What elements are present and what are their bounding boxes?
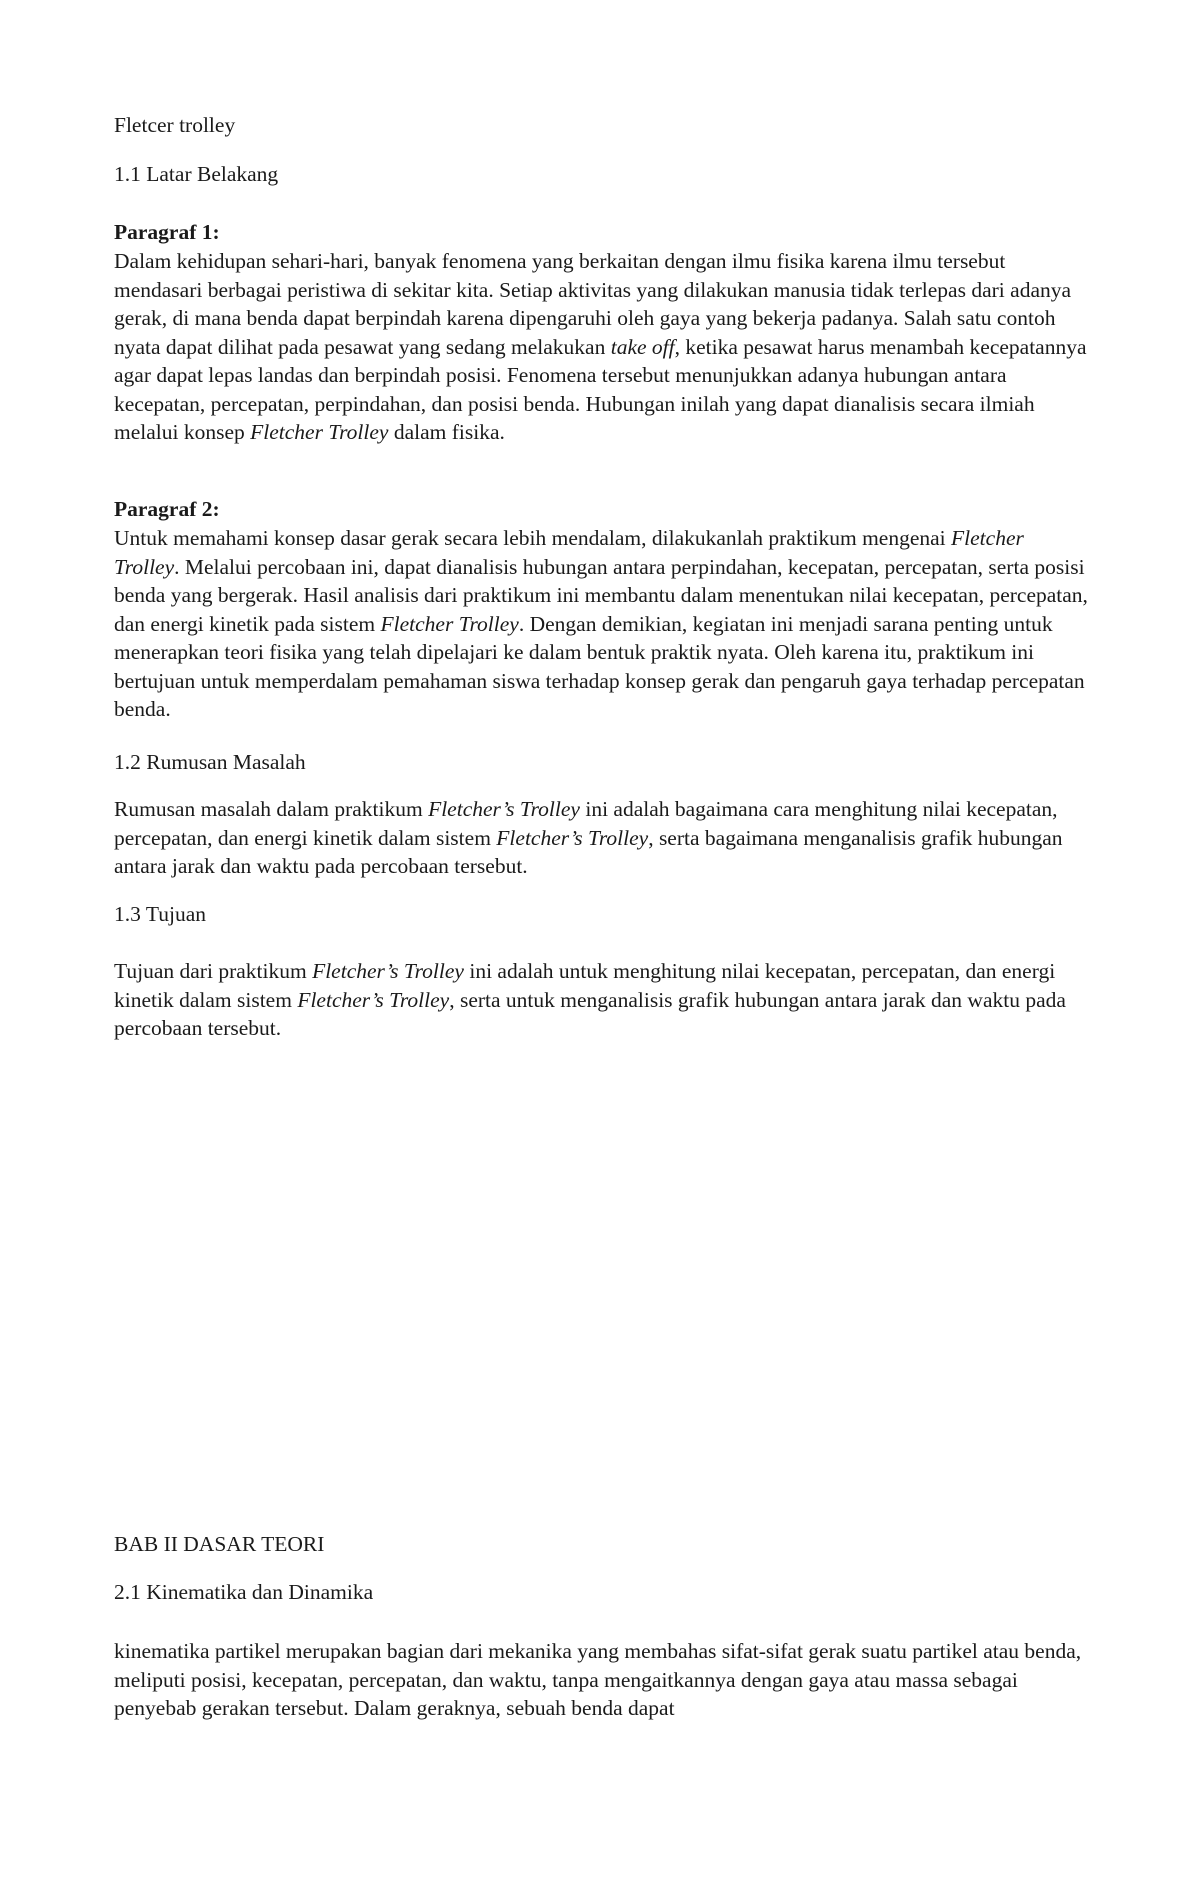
text-run: , serta untuk menganalisis grafik hubungan antara jarak dan waktu pada percobaan tersebut. — [114, 987, 1066, 1040]
italic-term: Fletcher’s Trolley — [496, 825, 649, 850]
paragraph-1 — [114, 247, 1094, 447]
text-run: Rumusan masalah dalam praktikum — [114, 797, 429, 821]
section-heading-1-1: 1.1 Latar Belakang — [114, 162, 279, 186]
section-heading-1-2: 1.2 Rumusan Masalah — [114, 750, 306, 774]
italic-term: Fletcher’s Trolley — [312, 959, 464, 983]
text-run: . Dengan demikian, kegiatan ini menjadi sarana penting untuk menerapkan teori fisika yang telah dipelajari ke dalam bentuk praktik nyata. Oleh karena itu, praktikum ini bertujuan untuk memperdalam pemahaman siswa terhadap konsep gerak dan pengaruh gaya terhadap percepatan benda. — [114, 611, 1085, 721]
text-run: Dalam kehidupan sehari-hari, banyak fenomena yang berkaitan dengan ilmu fisika karena ilmu tersebut mendasari berbagai peristiwa di sekitar kita. Setiap aktivitas yang dilakukan manusia tidak terlepas dari adanya gerak, di mana benda dapat berpindah karena dipengaruhi oleh gaya yang bekerja padanya. Salah satu contoh nyata dapat dilihat pada pesawat yang sedang melakukan — [114, 249, 1072, 359]
paragraph-2 — [114, 524, 1094, 724]
tujuan-text — [114, 957, 1094, 1043]
italic-term: Fletcher’s Trolley — [297, 987, 450, 1012]
paragraph-2-label: Paragraf 2: — [114, 497, 220, 521]
section-heading-2-1: 2.1 Kinematika dan Dinamika — [114, 1580, 374, 1604]
italic-term: Fletcher Trolley — [250, 420, 389, 444]
text-run: dalam fisika. — [388, 420, 505, 444]
text-run: kinematika partikel merupakan bagian dari mekanika yang membahas sifat-sifat gerak suatu partikel atau benda, meliputi posisi, kecepatan, percepatan, dan waktu, tanpa mengaitkannya dengan gaya atau massa sebagai penyebab gerakan tersebut. Dalam geraknya, sebuah benda dapat — [114, 1639, 1082, 1720]
italic-term: Fletcher Trolley — [114, 526, 1024, 579]
document-title: Fletcer trolley — [114, 113, 236, 137]
text-run: ini adalah bagaimana cara menghitung nilai kecepatan, percepatan, dan energi kinetik dalam sistem — [114, 797, 1058, 850]
text-run: , serta bagaimana menganalisis grafik hubungan antara jarak dan waktu pada percobaan tersebut. — [114, 825, 1063, 878]
italic-term: Fletcher Trolley — [380, 611, 519, 636]
text-run: , ketika pesawat harus menambah kecepatannya agar dapat lepas landas dan berpindah posisi. Fenomena tersebut menunjukkan adanya hubungan antara kecepatan, percepatan, perpindahan, dan posisi benda. Hubungan inilah yang dapat dianalisis secara ilmiah melalui konsep — [114, 334, 1087, 444]
text-run: Tujuan dari praktikum — [114, 959, 313, 983]
chapter-heading-bab-2: BAB II DASAR TEORI — [114, 1532, 325, 1556]
kinematika-text — [114, 1637, 1094, 1723]
paragraph-1-label: Paragraf 1: — [114, 220, 220, 244]
rumusan-masalah-text — [114, 795, 1094, 881]
text-run: ini adalah untuk menghitung nilai kecepatan, percepatan, dan energi kinetik dalam sistem — [114, 959, 1056, 1012]
italic-term: take off — [610, 334, 675, 359]
text-run: . Melalui percobaan ini, dapat dianalisis hubungan antara perpindahan, kecepatan, percepatan, serta posisi benda yang bergerak. Hasil analisis dari praktikum ini membantu dalam menentukan nilai kecepatan, percepatan, dan energi kinetik pada sistem — [114, 554, 1088, 636]
section-heading-1-3: 1.3 Tujuan — [114, 902, 207, 926]
text-run: Untuk memahami konsep dasar gerak secara lebih mendalam, dilakukanlah praktikum mengenai — [114, 526, 952, 550]
italic-term: Fletcher’s Trolley — [428, 797, 580, 821]
